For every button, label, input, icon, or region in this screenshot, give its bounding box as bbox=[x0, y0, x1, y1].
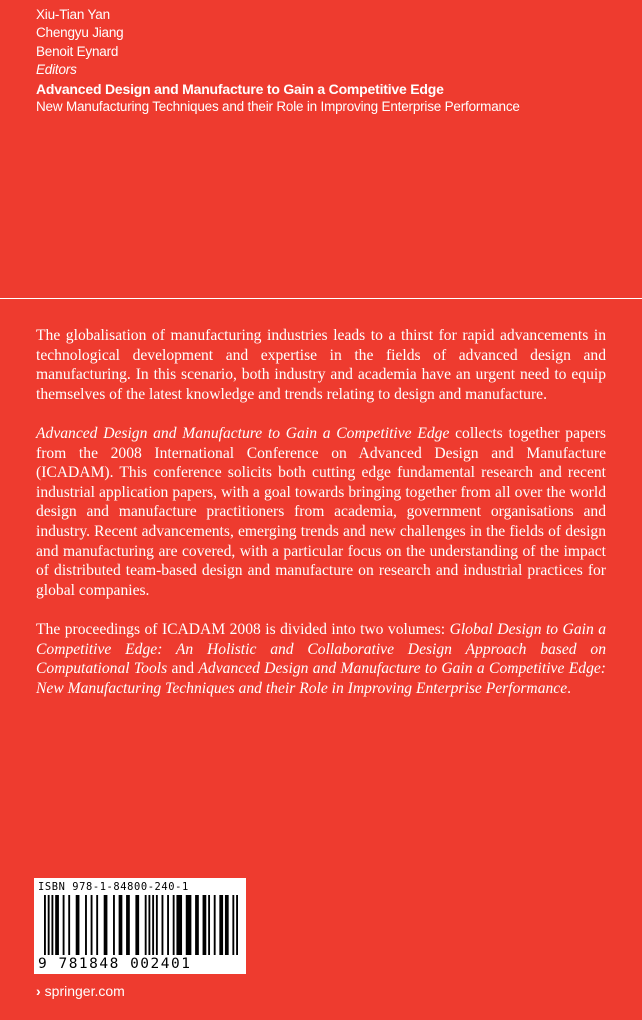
paragraph-1: The globalisation of manufacturing industries leads to a thirst for rapid advancements in technological development and expertise in the fields of advanced design and manufacturing. In this scenario, both industry and academia have an urgent need to equip themselves of the latest knowledge and trends relating to design and manufacture. bbox=[36, 327, 606, 403]
ean-digits: 9 781848 002401 bbox=[38, 956, 192, 972]
paragraph-2-text: collects together papers from the 2008 International Conference on Advanced Design and Manufacture (ICADAM). This conference solicits both cutting edge fundamental research and recent industrial application papers, with a goal towards bringing together from all over the world design and manufacture practitioners from academia, government organisations and industry. Recent advancements, emerging trends and new challenges in the fields of design and manufacturing are covered, with a particular focus on the understanding of the impact of distributed team-based design and manufacture on research and industrial practices for global companies. bbox=[36, 424, 606, 599]
divider-line bbox=[0, 298, 642, 299]
barcode-bar bbox=[148, 895, 150, 955]
barcode-bar bbox=[236, 895, 238, 955]
book-subtitle: New Manufacturing Techniques and their Role in Improving Enterprise Performance bbox=[36, 99, 520, 115]
barcode-bar bbox=[195, 895, 199, 955]
barcode-bar bbox=[186, 895, 192, 955]
volume-2-title: Advanced Design and Manufacture to Gain a Competitive Edge: New Manufacturing Techniques and their Role in Improving Enterprise Performance bbox=[36, 660, 606, 697]
volume-1-title: Global Design to Gain a Competitive Edge: An Holistic and Collaborative Design Approach based on Computational Tools bbox=[36, 620, 606, 678]
barcode-bar bbox=[135, 895, 139, 955]
barcode-bar bbox=[119, 895, 123, 955]
barcode-bar bbox=[96, 895, 98, 955]
editors-label: Editors bbox=[36, 62, 77, 78]
barcode-bar bbox=[162, 895, 164, 955]
barcode-bar bbox=[63, 895, 65, 955]
barcode bbox=[34, 878, 246, 974]
paragraph-2-title: Advanced Design and Manufacture to Gain a Competitive Edge bbox=[36, 424, 450, 442]
header-block bbox=[36, 6, 626, 116]
barcode-bar bbox=[225, 895, 229, 955]
barcode-bar bbox=[167, 895, 169, 955]
barcode-bar bbox=[214, 895, 216, 955]
paragraph-3-and: and bbox=[167, 660, 199, 678]
publisher-link[interactable] bbox=[36, 983, 125, 999]
barcode-bar bbox=[68, 895, 70, 955]
barcode-bar bbox=[152, 895, 154, 955]
editor-name: Benoit Eynard bbox=[36, 43, 119, 59]
barcode-bar bbox=[219, 895, 223, 955]
barcode-bar bbox=[51, 895, 53, 955]
barcode-bar bbox=[85, 895, 87, 955]
barcode-bar bbox=[208, 895, 210, 955]
paragraph-2 bbox=[36, 424, 606, 600]
barcode-bar bbox=[203, 895, 207, 955]
barcode-bar bbox=[156, 895, 158, 955]
barcode-bar bbox=[44, 895, 46, 955]
barcode-bar bbox=[104, 895, 108, 955]
barcode-bar bbox=[176, 895, 182, 955]
barcode-bar bbox=[145, 895, 147, 955]
barcode-bar bbox=[173, 895, 175, 955]
blurb bbox=[36, 326, 606, 718]
barcode-bar bbox=[55, 895, 59, 955]
isbn-text: ISBN 978-1-84800-240-1 bbox=[38, 881, 189, 893]
chevron-right-icon: › bbox=[36, 983, 41, 999]
barcode-bar bbox=[91, 895, 93, 955]
paragraph-3 bbox=[36, 620, 606, 698]
paragraph-3-end: . bbox=[567, 679, 572, 697]
barcode-bar bbox=[76, 895, 80, 955]
publisher-url: springer.com bbox=[44, 983, 125, 999]
barcode-bar bbox=[113, 895, 115, 955]
paragraph-3-start: The proceedings of ICADAM 2008 is divided into two volumes: bbox=[36, 620, 450, 638]
barcode-bar bbox=[126, 895, 130, 955]
barcode-bars bbox=[44, 895, 238, 955]
barcode-bar bbox=[48, 895, 50, 955]
barcode-bar bbox=[232, 895, 234, 955]
editor-name: Chengyu Jiang bbox=[36, 25, 124, 41]
editor-name: Xiu-Tian Yan bbox=[36, 7, 110, 22]
book-title: Advanced Design and Manufacture to Gain a Competitive Edge bbox=[36, 80, 444, 97]
